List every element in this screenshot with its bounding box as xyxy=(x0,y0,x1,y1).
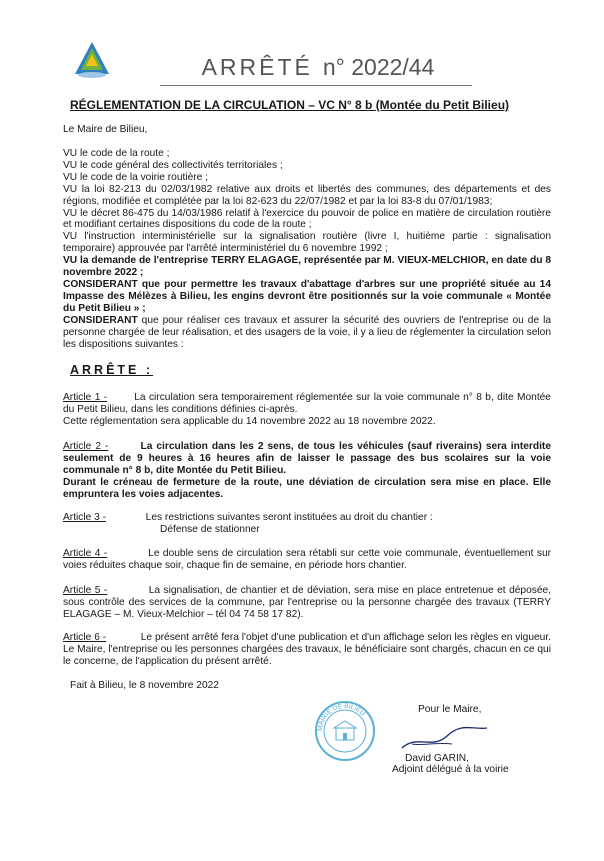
article-extra: Durant le créneau de fermeture de la route, une déviation de circulation sera mise en place. Elle empruntera les voies adjacentes. xyxy=(63,476,551,500)
vu-request-line: VU la demande de l'entreprise TERRY ELAGAGE, représentée par M. VIEUX-MELCHIOR, en date du 8 novembre 2022 ; xyxy=(63,255,551,279)
article-1 xyxy=(63,392,551,428)
arrete-heading: ARRÊTE : xyxy=(70,363,154,377)
vu-line: VU l'instruction interministérielle sur la signalisation routière (livre I, huitième partie : signalisation temporaire) approuvée par l'arrêté interministériel du 6 novembre 1992 ; xyxy=(63,231,551,255)
considerant-line-2 xyxy=(63,315,551,351)
title-underline xyxy=(160,85,472,86)
article-5 xyxy=(63,585,551,621)
signature-role: Adjoint délégué à la voirie xyxy=(392,764,509,775)
considerant-line-1: CONSIDERANT que pour permettre les travaux d'abattage d'arbres sur une propriété située au 14 Impasse des Mélèzes à Bilieu, les engins devront être positionnés sur la voie communale « Montée du Petit Bilieu » ; xyxy=(63,278,551,314)
official-stamp xyxy=(314,700,376,762)
article-6 xyxy=(63,632,551,668)
vu-line: VU le code de la route ; xyxy=(63,148,170,159)
intro-line: Le Maire de Bilieu, xyxy=(63,124,148,135)
svg-text:MAIRIE DE BILIEU: MAIRIE DE BILIEU xyxy=(316,702,367,732)
considerant-text: que pour réaliser ces travaux et assurer la sécurité des ouvriers de l'entreprise ou de la personne chargée de leur réalisation, et des usagers de la voie, il y a lieu de réglementer la circulation selon les dispositions suivantes : xyxy=(63,314,551,350)
signature-name: David GARIN, xyxy=(405,753,469,764)
article-text: La circulation sera temporairement réglementée sur la voie communale n° 8 b, dite Montée du Petit Bilieu, dans les conditions définies ci-après. xyxy=(63,392,551,415)
vu-line: VU le décret 86-475 du 14/03/1986 relatif à l'exercice du pouvoir de police en matière de circulation routière et modifiant certaines dispositions du code de la route ; xyxy=(63,207,551,231)
article-text: La circulation dans les 2 sens, de tous les véhicules (sauf riverains) sera interdite seulement de 9 heures à 16 heures afin de laisser le passage des bus scolaires sur la voie communale n° 8 b, dite Montée du Petit Bilieu. xyxy=(63,441,551,476)
place-date-line: Fait à Bilieu, le 8 novembre 2022 xyxy=(70,680,219,691)
article-2 xyxy=(63,441,551,501)
article-extra: Défense de stationner xyxy=(160,523,260,535)
article-label: Article 1 - xyxy=(63,392,108,403)
vu-line: VU le code de la voirie routière ; xyxy=(63,171,208,183)
article-label: Article 3 - xyxy=(63,512,107,523)
article-label: Article 2 - xyxy=(63,441,109,452)
article-label: Article 6 - xyxy=(63,632,107,643)
title-number: n° 2022/44 xyxy=(322,54,435,80)
article-label: Article 5 - xyxy=(63,585,108,596)
signature-for: Pour le Maire, xyxy=(418,704,482,715)
considerant-keyword: CONSIDERANT xyxy=(63,314,138,326)
article-3 xyxy=(63,512,551,536)
document-title xyxy=(168,54,468,81)
article-text: Le présent arrêté fera l'objet d'une publication et d'un affichage selon les règles en vigueur. Le Maire, l'entreprise ou les personnes chargées des travaux, le bénéficiaire sont chargés, chacun en ce qui le concerne, de l'application du présent arrêté. xyxy=(63,632,551,667)
article-4 xyxy=(63,548,551,572)
article-label: Article 4 - xyxy=(63,548,108,559)
title-word: ARRÊTÉ xyxy=(201,54,313,80)
vu-line: VU la loi 82-213 du 02/03/1982 relative aux droits et libertés des communes, des départements et des régions, modifiée et complétée par la loi 82-623 du 22/07/1982 et par la loi 83-8 du 07/01/1983; xyxy=(63,183,551,207)
article-text: La signalisation, de chantier et de déviation, sera mise en place entretenue et déposée, sous contrôle des services de la commune, par l'entreprise ou la personne chargée des travaux (TERRY ELAGAGE – M. Vieux-Melchior – tél 04 74 58 17 82). xyxy=(63,585,551,620)
article-text: Les restrictions suivantes seront instituées au droit du chantier : xyxy=(145,512,433,523)
handwritten-signature xyxy=(392,724,492,754)
document-subject: RÉGLEMENTATION DE LA CIRCULATION – VC N° 8 b (Montée du Petit Bilieu) xyxy=(70,98,510,112)
article-extra: Cette réglementation sera applicable du 14 novembre 2022 au 18 novembre 2022. xyxy=(63,415,436,427)
visas-block xyxy=(63,148,551,350)
vu-line: VU le code général des collectivités territoriales ; xyxy=(63,159,283,171)
municipality-logo xyxy=(72,40,112,80)
article-text: Le double sens de circulation sera rétabli sur cette voie communale, éventuellement sur voies réduites chaque soir, chaque fin de semaine, en période hors chantier. xyxy=(63,548,551,571)
